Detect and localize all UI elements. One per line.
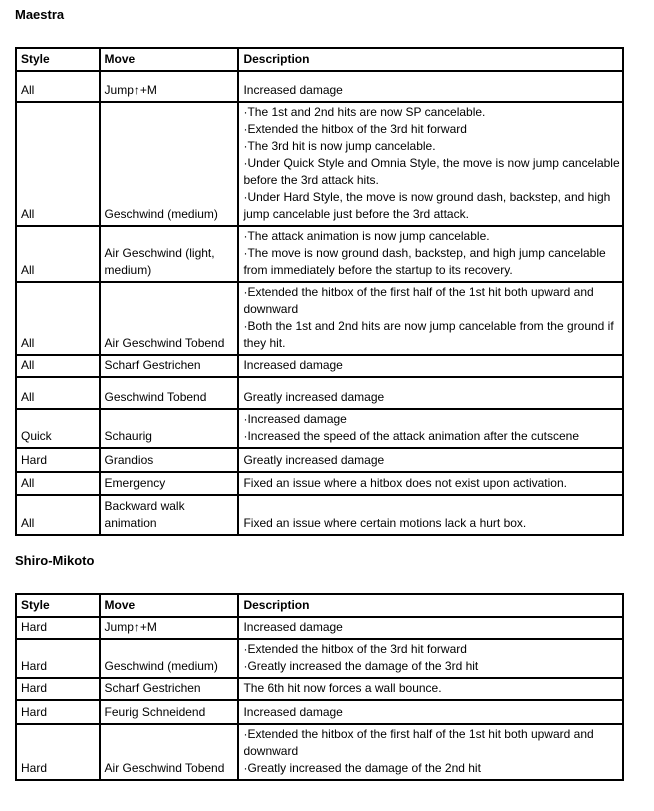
description-line: ·The attack animation is now jump cancelable.: [243, 229, 490, 243]
move-cell: Air Geschwind Tobend: [100, 282, 239, 355]
description-line: ·Extended the hitbox of the 3rd hit forward: [243, 122, 467, 136]
description-cell: [238, 617, 623, 639]
description-line: ·Increased the speed of the attack animation after the cutscene: [243, 429, 579, 443]
style-cell: All: [16, 226, 100, 282]
description-cell: [238, 472, 623, 495]
style-cell: Quick: [16, 409, 100, 448]
move-cell: Air Geschwind Tobend: [100, 724, 239, 780]
description-line: ·Greatly increased the damage of the 2nd hit: [243, 761, 481, 775]
column-header-description: Description: [238, 594, 623, 617]
move-cell: Backward walk animation: [100, 495, 239, 535]
description-line: Increased damage: [243, 705, 343, 719]
move-cell: Grandios: [100, 448, 239, 472]
move-cell: Emergency: [100, 472, 239, 495]
description-cell: [238, 700, 623, 724]
description-line: Increased damage: [243, 620, 343, 634]
style-cell: All: [16, 495, 100, 535]
description-line: ·Under Quick Style and Omnia Style, the move is now jump cancelable before the 3rd attack hits.: [243, 156, 620, 187]
description-cell: [238, 495, 623, 535]
column-header-description: Description: [238, 48, 623, 71]
move-cell: Feurig Schneidend: [100, 700, 239, 724]
description-cell: [238, 71, 623, 102]
description-cell: [238, 409, 623, 448]
table-row: [16, 282, 623, 355]
move-cell: Schaurig: [100, 409, 239, 448]
column-header-move: Move: [100, 594, 239, 617]
description-line: ·Under Hard Style, the move is now ground dash, backstep, and high jump cancelable just before the 3rd attack.: [243, 190, 611, 221]
table-row: [16, 71, 623, 102]
table-row: [16, 226, 623, 282]
description-line: ·Extended the hitbox of the first half of the 1st hit both upward and downward: [243, 727, 594, 758]
move-cell: Scharf Gestrichen: [100, 678, 239, 700]
style-cell: Hard: [16, 678, 100, 700]
table-row: [16, 700, 623, 724]
table-row: [16, 724, 623, 780]
description-line: ·Increased damage: [243, 412, 347, 426]
style-cell: All: [16, 355, 100, 377]
table-row: [16, 495, 623, 535]
style-cell: Hard: [16, 617, 100, 639]
description-line: ·Both the 1st and 2nd hits are now jump cancelable from the ground if they hit.: [243, 319, 614, 350]
description-cell: [238, 639, 623, 678]
table-row: [16, 377, 623, 409]
section-shiro-mikoto: [15, 554, 627, 781]
style-cell: Hard: [16, 639, 100, 678]
column-header-style: Style: [16, 594, 100, 617]
description-cell: [238, 377, 623, 409]
description-cell: [238, 448, 623, 472]
table-row: [16, 617, 623, 639]
description-line: ·The 1st and 2nd hits are now SP cancelable.: [243, 105, 486, 119]
style-cell: All: [16, 71, 100, 102]
description-line: ·Greatly increased the damage of the 3rd hit: [243, 659, 479, 673]
description-line: ·The 3rd hit is now jump cancelable.: [243, 139, 436, 153]
column-header-style: Style: [16, 48, 100, 71]
move-cell: Air Geschwind (light, medium): [100, 226, 239, 282]
header-row: [16, 48, 623, 71]
move-cell: Jump↑+M: [100, 71, 239, 102]
description-line: Greatly increased damage: [243, 390, 385, 404]
style-cell: Hard: [16, 700, 100, 724]
shiro-mikoto-patch-notes-table: [15, 593, 624, 781]
description-line: ·The move is now ground dash, backstep, and high jump cancelable from immediately before the startup to its recovery.: [243, 246, 606, 277]
description-cell: [238, 226, 623, 282]
maestra-patch-notes-table: [15, 47, 624, 536]
description-line: Increased damage: [243, 83, 343, 97]
section-title-shiro-mikoto: Shiro-Mikoto: [15, 553, 95, 568]
description-line: ·Extended the hitbox of the 3rd hit forward: [243, 642, 467, 656]
table-row: [16, 409, 623, 448]
column-header-move: Move: [100, 48, 239, 71]
description-cell: [238, 355, 623, 377]
table-row: [16, 472, 623, 495]
description-cell: [238, 678, 623, 700]
description-line: The 6th hit now forces a wall bounce.: [243, 681, 442, 695]
description-line: Increased damage: [243, 358, 343, 372]
description-cell: [238, 102, 623, 226]
style-cell: All: [16, 282, 100, 355]
header-row: [16, 594, 623, 617]
style-cell: All: [16, 102, 100, 226]
table-row: [16, 355, 623, 377]
move-cell: Geschwind (medium): [100, 102, 239, 226]
section-maestra: [15, 8, 627, 536]
style-cell: All: [16, 472, 100, 495]
style-cell: Hard: [16, 448, 100, 472]
description-line: ·Extended the hitbox of the first half of the 1st hit both upward and downward: [243, 285, 594, 316]
move-cell: Geschwind Tobend: [100, 377, 239, 409]
description-line: Greatly increased damage: [243, 453, 385, 467]
table-row: [16, 448, 623, 472]
description-line: Fixed an issue where certain motions lack a hurt box.: [243, 516, 527, 530]
description-cell: [238, 282, 623, 355]
section-title-maestra: Maestra: [15, 7, 65, 22]
description-line: Fixed an issue where a hitbox does not exist upon activation.: [243, 476, 567, 490]
move-cell: Geschwind (medium): [100, 639, 239, 678]
style-cell: Hard: [16, 724, 100, 780]
description-cell: [238, 724, 623, 780]
move-cell: Scharf Gestrichen: [100, 355, 239, 377]
style-cell: All: [16, 377, 100, 409]
move-cell: Jump↑+M: [100, 617, 239, 639]
table-row: [16, 678, 623, 700]
table-row: [16, 102, 623, 226]
table-row: [16, 639, 623, 678]
